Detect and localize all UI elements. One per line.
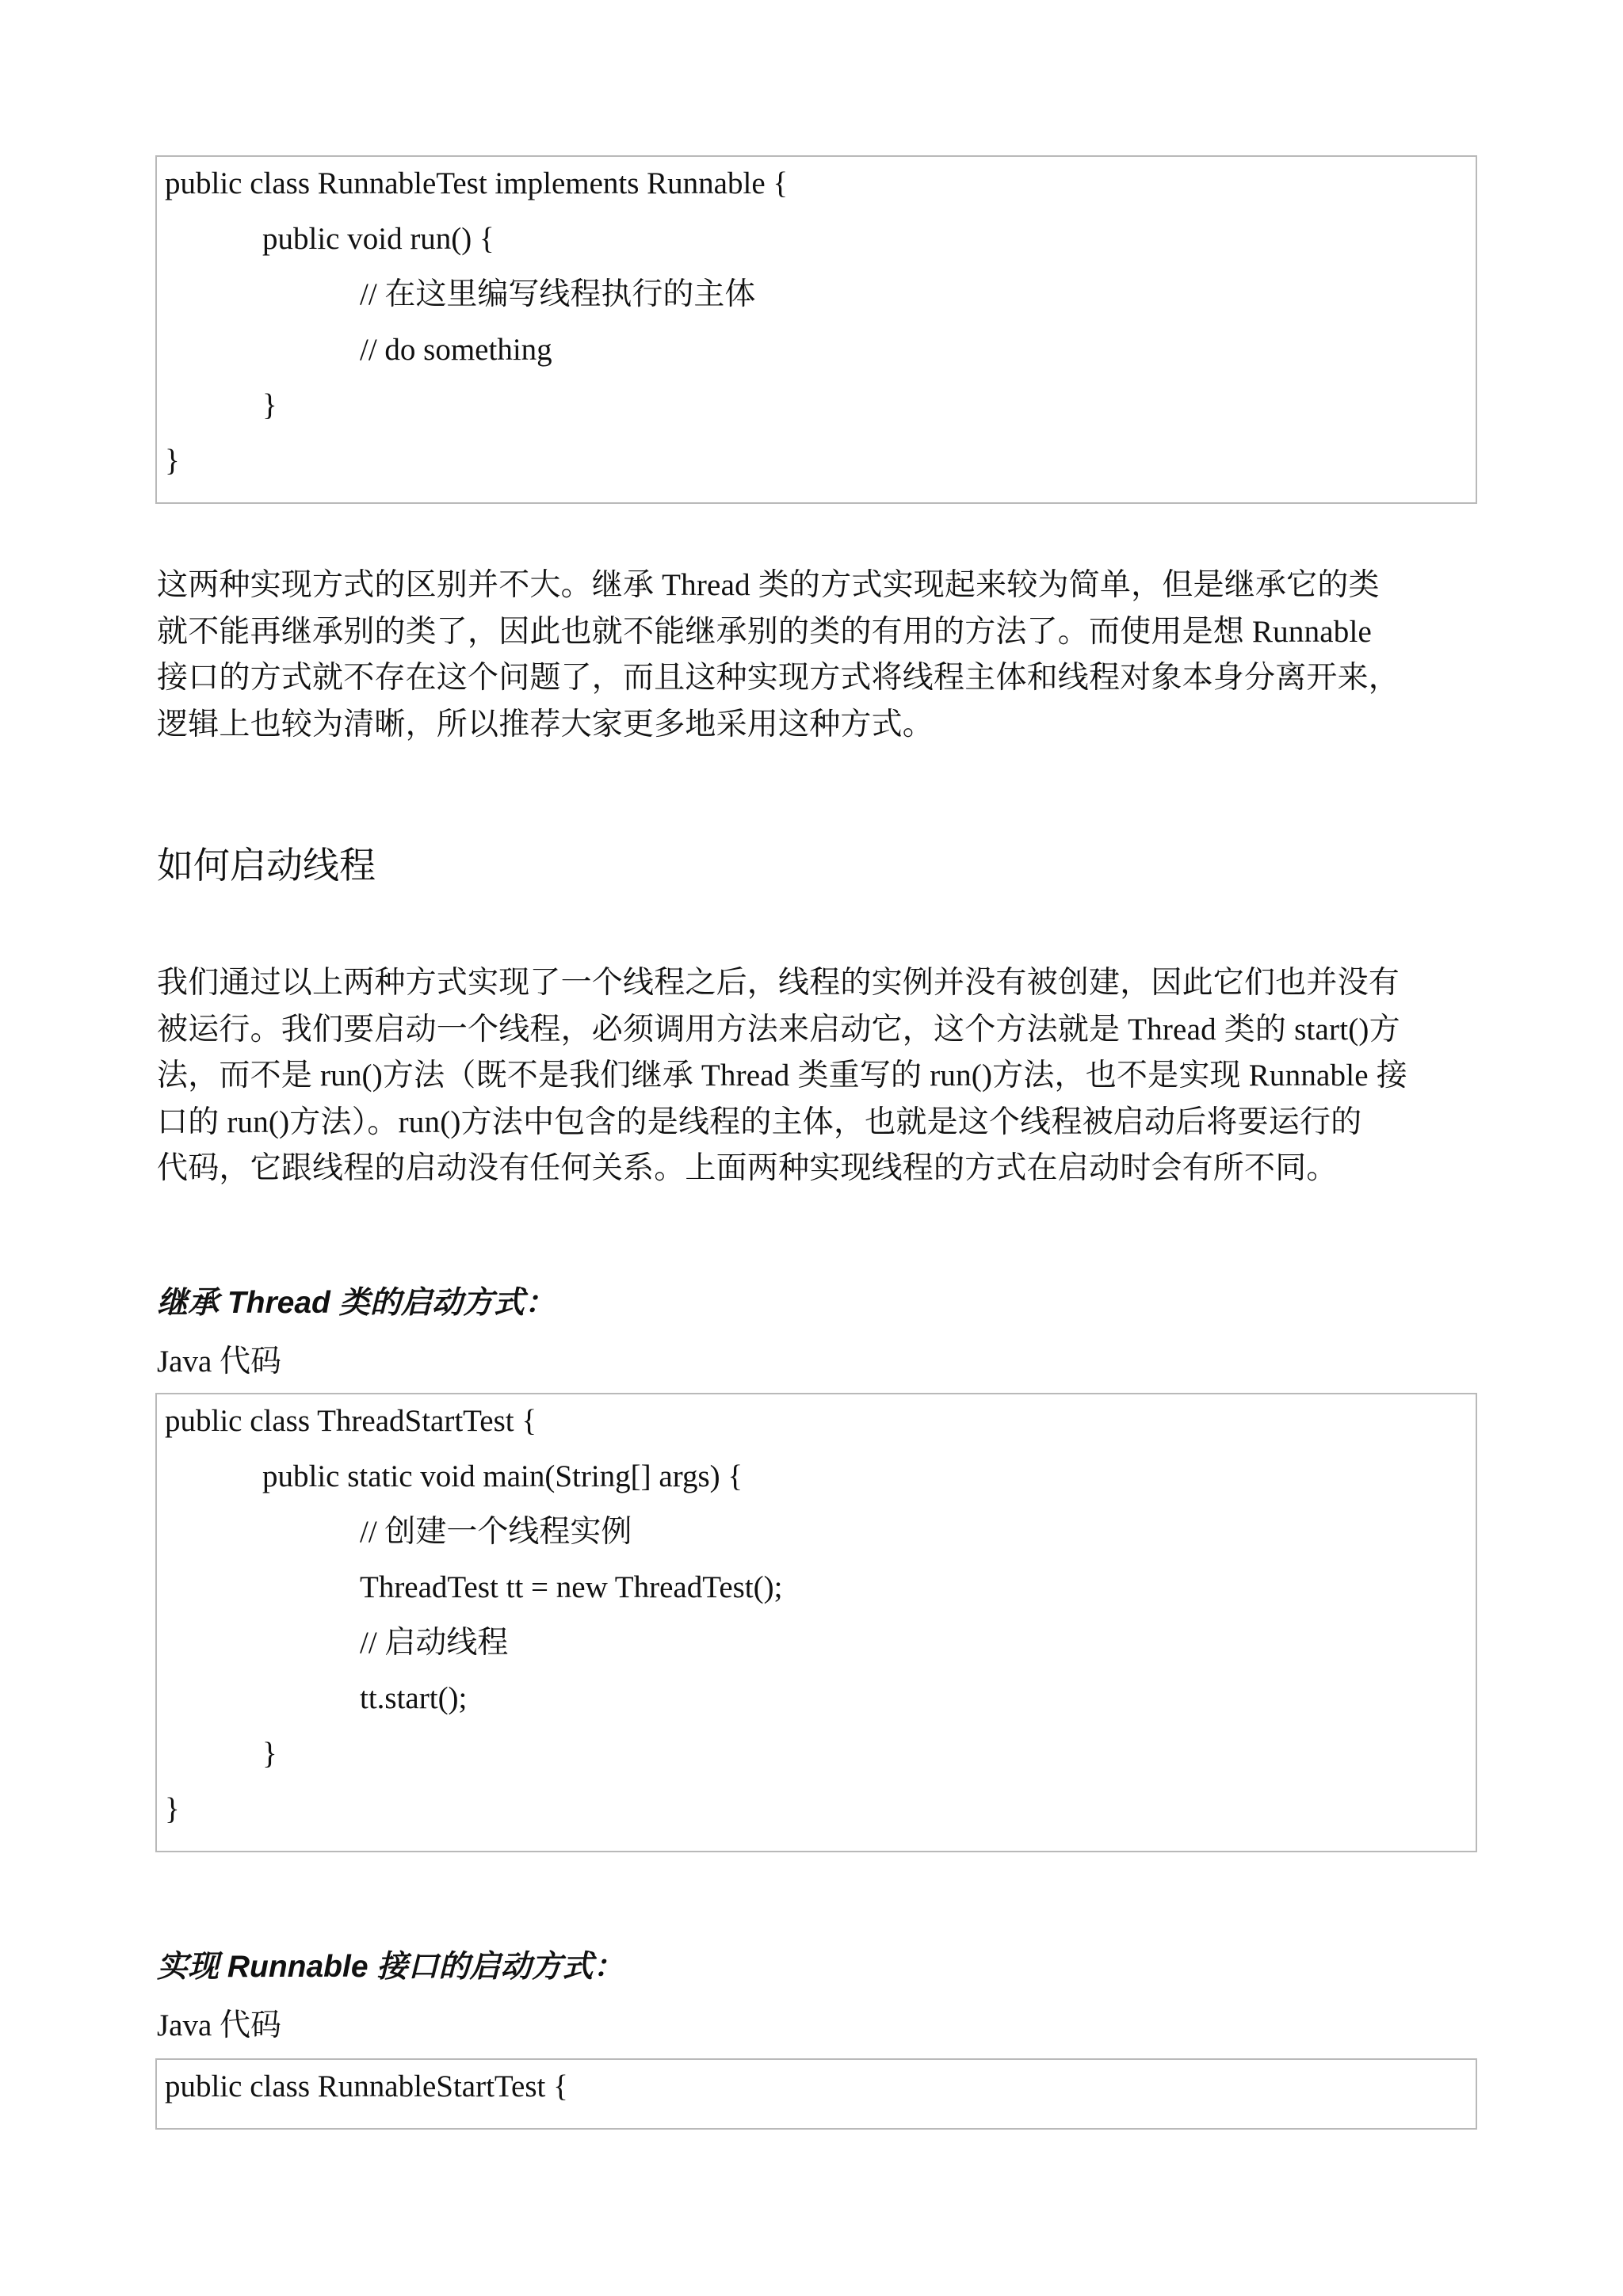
paragraph-line: 口的 run()方法）。run()方法中包含的是线程的主体，也就是这个线程被启动后将要运行的 [157,1104,1362,1139]
paragraph-start-thread [157,960,1488,1192]
subheading-thread-start: 继承 Thread 类的启动方式： [157,1286,556,1320]
code-block-runnable-start-test [155,2058,1477,2130]
code-line: public static void main(String[] args) { [262,1459,743,1493]
code-line: public class ThreadStartTest { [165,1404,537,1438]
code-line: ThreadTest tt = new ThreadTest(); [360,1570,783,1604]
paragraph-line: 接口的方式就不存在这个问题了，而且这种实现方式将线程主体和线程对象本身分离开来， [157,661,1400,695]
code-line: // 创建一个线程实例 [360,1515,632,1549]
code-block-runnable-test [155,155,1477,504]
code-line: public class RunnableTest implements Runnable { [165,166,789,200]
code-line: } [165,1792,180,1826]
code-label: Java 代码 [157,1344,282,1379]
paragraph-line: 法，而不是 run()方法（既不是我们继承 Thread 类重写的 run()方法，也不是实现 Runnable 接 [157,1058,1407,1093]
code-line: tt.start(); [360,1681,468,1715]
code-line: } [262,388,277,422]
subheading-runnable-start: 实现 Runnable 接口的启动方式： [157,1950,624,1984]
code-line: } [262,1737,277,1771]
code-line: // 在这里编写线程执行的主体 [360,277,756,311]
code-line: public class RunnableStartTest { [165,2069,568,2103]
section-heading: 如何启动线程 [157,844,376,887]
code-label: Java 代码 [157,2008,282,2042]
code-line: // 启动线程 [360,1626,509,1660]
paragraph-line: 这两种实现方式的区别并不大。继承 Thread 类的方式实现起来较为简单，但是继承它的类 [157,568,1380,602]
code-line: } [165,444,180,478]
code-block-thread-start-test [155,1393,1477,1852]
code-line: // do something [360,333,552,367]
paragraph-line: 代码，它跟线程的启动没有任何关系。上面两种实现线程的方式在启动时会有所不同。 [157,1151,1338,1185]
paragraph-line: 就不能再继承别的类了，因此也就不能继承别的类的有用的方法了。而使用是想 Runnable [157,614,1373,649]
paragraph-line: 被运行。我们要启动一个线程，必须调用方法来启动它，这个方法就是 Thread 类的 start()方 [157,1012,1400,1047]
paragraph-comparison [157,563,1488,748]
code-line: public void run() { [262,222,495,256]
paragraph-line: 逻辑上也较为清晰，所以推荐大家更多地采用这种方式。 [157,707,934,742]
paragraph-line: 我们通过以上两种方式实现了一个线程之后，线程的实例并没有被创建，因此它们也并没有 [157,966,1400,1000]
